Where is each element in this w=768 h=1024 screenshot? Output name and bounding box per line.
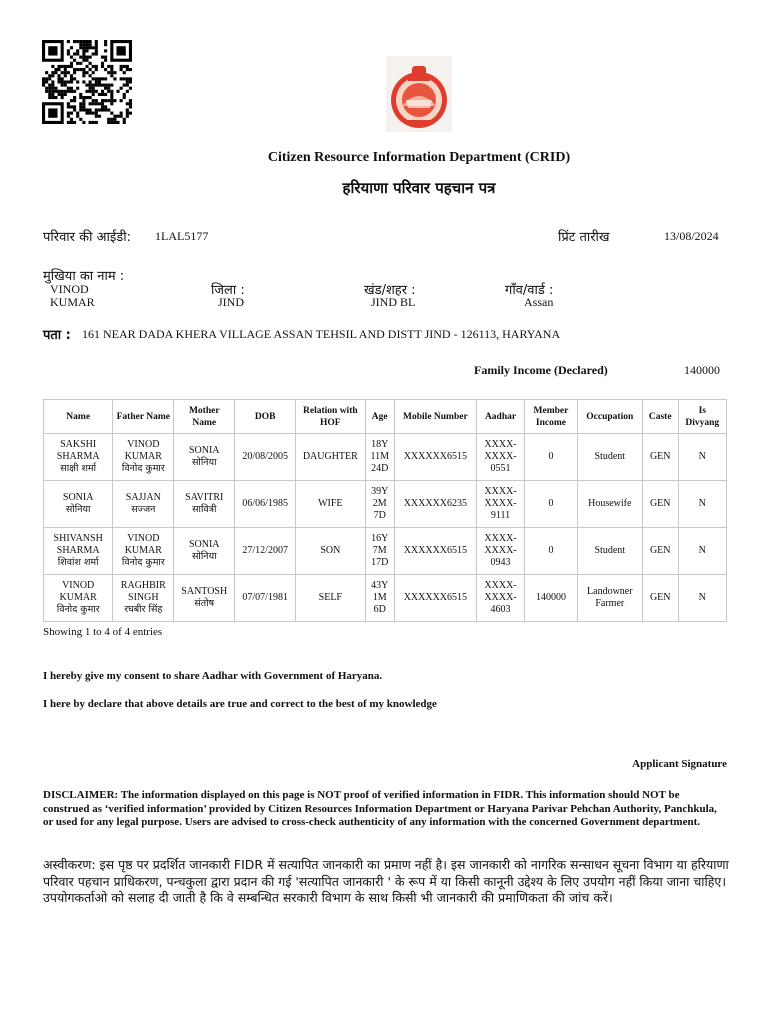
haryana-emblem-icon — [386, 56, 452, 132]
father-name-hi: रघबीर सिंह — [124, 604, 163, 615]
cell-divyang — [678, 528, 726, 575]
print-date-label: प्रिंट तारीख — [558, 230, 610, 245]
member-name-en: SAKSHI SHARMA — [56, 439, 100, 462]
cell-relation — [296, 575, 365, 622]
cell-age — [365, 528, 394, 575]
cell-occupation — [577, 528, 642, 575]
cell-mobile — [394, 434, 476, 481]
member-name-hi: सोनिया — [65, 504, 91, 515]
declaration-text: I here by declare that above details are true and correct to the best of my knowledge — [43, 698, 437, 710]
cell-age — [365, 434, 394, 481]
age-part: 1M — [372, 592, 387, 603]
member-name-hi: साक्षी शर्मा — [60, 463, 97, 474]
age-part: 24D — [371, 463, 389, 474]
cell-dob — [235, 434, 296, 481]
occupation-value: Landowner Farmer — [587, 586, 633, 609]
member-income-value: 0 — [548, 545, 554, 556]
cell-caste — [642, 528, 678, 575]
cell-mobile — [394, 575, 476, 622]
family-id-label: परिवार की आईडी: — [43, 230, 131, 245]
disclaimer-english: DISCLAIMER: The information displayed on this page is NOT proof of verified information in FIDR. This information should NOT be construed as ‘verified information’ provided by Citizen Resources Information Department or Haryana Parivar Pehchan Authority, Panchkula, or used for any legal purpose. Users are advised to cross-check authenticity of any information with the concerned Government department. — [43, 789, 717, 828]
member-name-en: SONIA — [62, 492, 94, 503]
divyang-value: N — [698, 545, 706, 556]
cell-father-name — [113, 434, 174, 481]
table-entries-info: Showing 1 to 4 of 4 entries — [43, 626, 163, 638]
table-row — [44, 434, 727, 481]
members-table — [43, 399, 727, 622]
col-occupation: Occupation — [577, 400, 642, 434]
dob-value: 06/06/1985 — [242, 498, 288, 509]
cell-member-income — [525, 481, 578, 528]
table-row — [44, 481, 727, 528]
table-header-row — [44, 400, 727, 434]
father-name-hi: विनोद कुमार — [121, 463, 165, 474]
aadhar-part: 4603 — [490, 604, 511, 615]
head-last-name: KUMAR — [50, 295, 95, 309]
mother-name-en: SANTOSH — [181, 586, 228, 597]
member-name-en: VINOD KUMAR — [59, 580, 97, 603]
member-name-hi: विनोद कुमार — [56, 604, 100, 615]
table-row — [44, 575, 727, 622]
age-part: 2M — [372, 498, 387, 509]
divyang-value: N — [698, 592, 706, 603]
cell-dob — [235, 528, 296, 575]
mobile-value: XXXXXX6235 — [403, 498, 468, 509]
occupation-value: Student — [594, 451, 626, 462]
member-income-value: 0 — [548, 498, 554, 509]
cell-relation — [296, 481, 365, 528]
qr-code-icon — [42, 40, 132, 124]
father-name-hi: सज्जन — [131, 504, 156, 515]
org-title: Citizen Resource Information Department (CRID) — [267, 150, 571, 165]
col-mobile: Mobile Number — [394, 400, 476, 434]
print-date-value: 13/08/2024 — [664, 229, 719, 243]
cell-caste — [642, 434, 678, 481]
age-part: 16Y — [371, 533, 389, 544]
cell-relation — [296, 434, 365, 481]
aadhar-part: XXXX- — [484, 486, 517, 497]
age-part: 11M — [370, 451, 389, 462]
father-name-en: VINOD KUMAR — [124, 533, 162, 556]
cell-divyang — [678, 434, 726, 481]
cell-mother-name — [174, 434, 235, 481]
cell-caste — [642, 481, 678, 528]
doc-title: हरियाणा परिवार पहचान पत्र — [342, 179, 496, 197]
cell-occupation — [577, 481, 642, 528]
cell-mobile — [394, 481, 476, 528]
aadhar-part: XXXX- — [484, 580, 517, 591]
district-label: जिला : — [211, 283, 245, 298]
col-age: Age — [365, 400, 394, 434]
divyang-value: N — [698, 498, 706, 509]
cell-aadhar — [476, 575, 524, 622]
aadhar-part: XXXX- — [484, 533, 517, 544]
disclaimer-hindi: अस्वीकरण: इस पृष्ठ पर प्रदर्शित जानकारी FIDR में सत्यापित जानकारी का प्रमाण नहीं है। इस जानकारी को नागरिक सन्साधन सूचना विभाग या हरियाणा परिवार पहचान प्राधिकरण, पन्चकुला द्वारा प्रदान की गई 'सत्यापित जानकारी ' के रूप में या किसी कानूनी उद्देश्य के लिए उपयोग नहीं किया जाना चाहिए। उपयोगकर्ताओ को सलाह दी जाती है कि वे सम्बन्धित सरकारी विभाग के साथ किसी भी जानकारी की प्रमाणिकता की जांच करें। — [43, 857, 729, 905]
cell-name — [44, 528, 113, 575]
aadhar-part: 9111 — [490, 510, 511, 521]
caste-value: GEN — [649, 545, 671, 556]
father-name-en: VINOD KUMAR — [124, 439, 162, 462]
cell-aadhar — [476, 481, 524, 528]
head-first-name: VINOD — [50, 282, 89, 296]
cell-father-name — [113, 575, 174, 622]
family-income-label: Family Income (Declared) — [474, 363, 608, 377]
head-label: मुखिया का नाम : — [43, 269, 125, 284]
aadhar-part: XXXX- — [484, 545, 517, 556]
col-caste: Caste — [642, 400, 678, 434]
family-id-value: 1LAL5177 — [155, 229, 209, 243]
mother-name-en: SONIA — [188, 539, 220, 550]
father-name-en: RAGHBIR SINGH — [120, 580, 166, 603]
mother-name-hi: सोनिया — [191, 551, 217, 562]
mobile-value: XXXXXX6515 — [403, 545, 468, 556]
col-divyang: Is Divyang — [678, 400, 726, 434]
dob-value: 27/12/2007 — [242, 545, 288, 556]
relation-value: SELF — [318, 592, 342, 603]
mother-name-en: SAVITRI — [185, 492, 224, 503]
col-relation: Relation with HOF — [296, 400, 365, 434]
age-part: 18Y — [371, 439, 389, 450]
col-aadhar: Aadhar — [476, 400, 524, 434]
cell-member-income — [525, 528, 578, 575]
aadhar-part: XXXX- — [484, 439, 517, 450]
consent-text: I hereby give my consent to share Aadhar with Government of Haryana. — [43, 670, 383, 682]
cell-dob — [235, 481, 296, 528]
mother-name-hi: सावित्री — [192, 504, 217, 515]
mother-name-hi: सोनिया — [191, 457, 217, 468]
dob-value: 20/08/2005 — [242, 451, 288, 462]
age-part: 7M — [372, 545, 387, 556]
cell-name — [44, 434, 113, 481]
family-income-value: 140000 — [684, 363, 720, 377]
cell-age — [365, 481, 394, 528]
member-name-hi: शिवांश शर्मा — [57, 557, 99, 568]
aadhar-part: 0943 — [490, 557, 511, 568]
aadhar-part: 0551 — [490, 463, 511, 474]
col-member-income: Member Income — [525, 400, 578, 434]
col-name: Name — [44, 400, 113, 434]
cell-name — [44, 575, 113, 622]
col-dob: DOB — [235, 400, 296, 434]
cell-mother-name — [174, 528, 235, 575]
member-income-value: 140000 — [535, 592, 566, 603]
caste-value: GEN — [649, 451, 671, 462]
cell-age — [365, 575, 394, 622]
father-name-hi: विनोद कुमार — [121, 557, 165, 568]
relation-value: WIFE — [318, 498, 343, 509]
aadhar-part: XXXX- — [484, 592, 517, 603]
father-name-en: SAJJAN — [125, 492, 161, 503]
address-value: 161 NEAR DADA KHERA VILLAGE ASSAN TEHSIL AND DISTT JIND - 126113, HARYANA — [82, 327, 561, 341]
divyang-value: N — [698, 451, 706, 462]
cell-mother-name — [174, 575, 235, 622]
address-label: पता : — [43, 328, 71, 343]
cell-caste — [642, 575, 678, 622]
cell-name — [44, 481, 113, 528]
mother-name-en: SONIA — [188, 445, 220, 456]
cell-divyang — [678, 481, 726, 528]
cell-relation — [296, 528, 365, 575]
age-part: 7D — [373, 510, 386, 521]
district-value: JIND — [218, 295, 244, 309]
relation-value: SON — [320, 545, 341, 556]
member-name-en: SHIVANSH SHARMA — [53, 533, 103, 556]
col-father-name: Father Name — [113, 400, 174, 434]
cell-occupation — [577, 575, 642, 622]
cell-member-income — [525, 434, 578, 481]
cell-mother-name — [174, 481, 235, 528]
cell-aadhar — [476, 434, 524, 481]
block-value: JIND BL — [371, 295, 416, 309]
age-part: 43Y — [371, 580, 389, 591]
mobile-value: XXXXXX6515 — [403, 451, 468, 462]
caste-value: GEN — [649, 498, 671, 509]
occupation-value: Student — [594, 545, 626, 556]
col-mother-name: Mother Name — [174, 400, 235, 434]
caste-value: GEN — [649, 592, 671, 603]
cell-divyang — [678, 575, 726, 622]
dob-value: 07/07/1981 — [242, 592, 288, 603]
relation-value: DAUGHTER — [302, 451, 358, 462]
table-row — [44, 528, 727, 575]
age-part: 39Y — [371, 486, 389, 497]
village-label: गाँव/वार्ड : — [505, 283, 554, 298]
aadhar-part: XXXX- — [484, 498, 517, 509]
cell-father-name — [113, 481, 174, 528]
cell-father-name — [113, 528, 174, 575]
member-income-value: 0 — [548, 451, 554, 462]
cell-occupation — [577, 434, 642, 481]
village-value: Assan — [524, 295, 554, 309]
cell-dob — [235, 575, 296, 622]
mother-name-hi: संतोष — [194, 598, 215, 609]
mobile-value: XXXXXX6515 — [403, 592, 468, 603]
occupation-value: Housewife — [588, 498, 632, 509]
cell-member-income — [525, 575, 578, 622]
cell-aadhar — [476, 528, 524, 575]
age-part: 6D — [373, 604, 386, 615]
aadhar-part: XXXX- — [484, 451, 517, 462]
cell-mobile — [394, 528, 476, 575]
age-part: 17D — [371, 557, 389, 568]
block-label: खंड/शहर : — [364, 283, 416, 298]
applicant-signature-label: Applicant Signature — [632, 758, 727, 770]
